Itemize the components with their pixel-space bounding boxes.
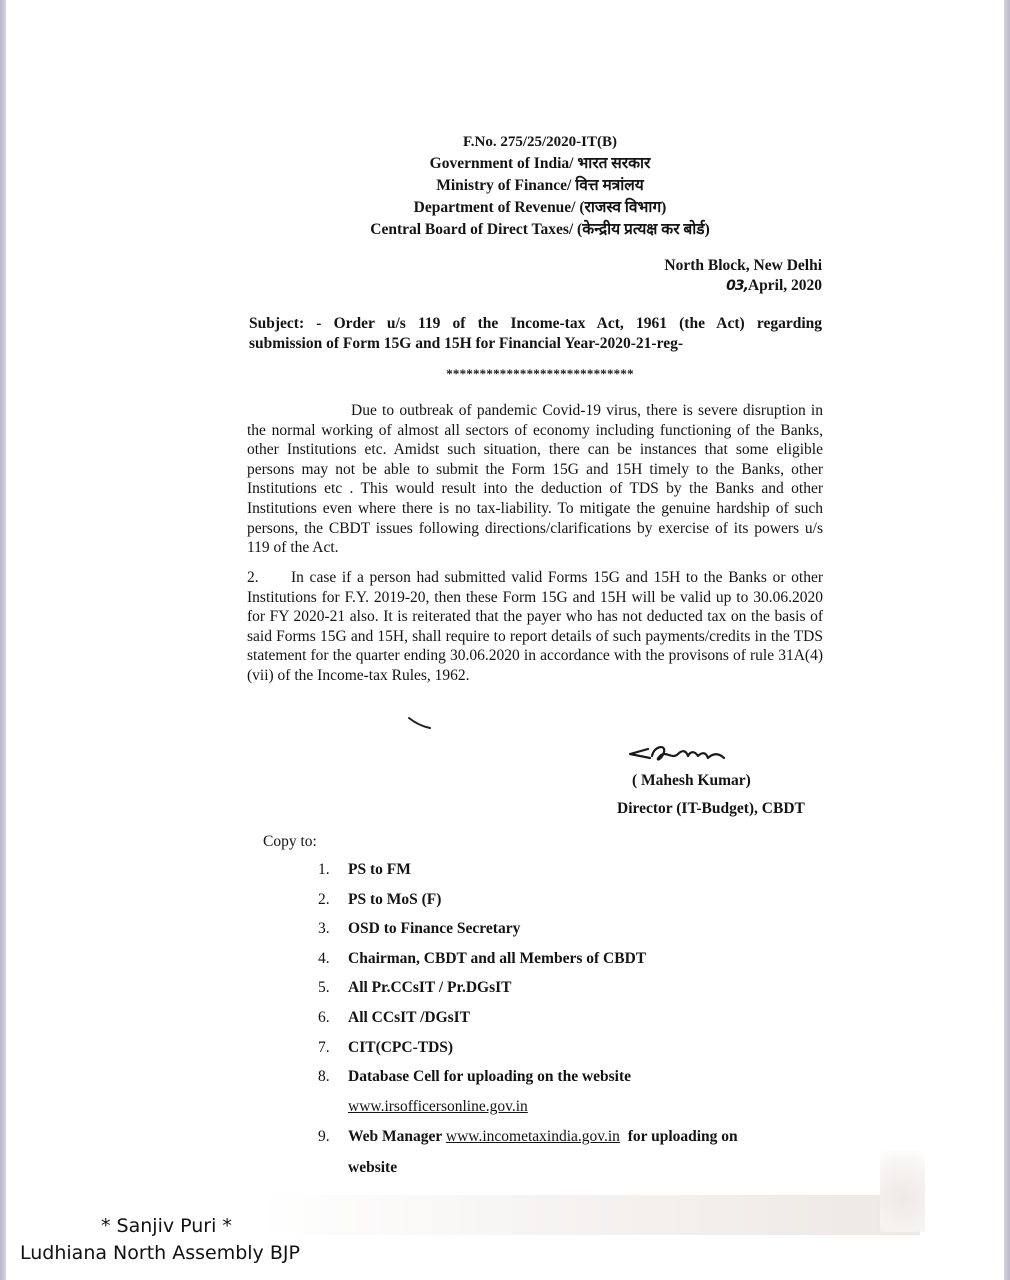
list-item [318,949,838,979]
pen-stroke-mark [408,716,432,730]
paper-shadow-corner [880,1150,925,1232]
paragraph-1: Due to outbreak of pandemic Covid-19 virus, there is severe disruption in the normal working of almost all sectors of economy including functioning of the Banks, other Institutions etc. Amidst such situation, there can be instances that some eligible persons may not be able to submit the Form 15G and 15H timely to the Banks, other Institutions etc . This would result into the deduction of TDS by the Banks and other Institutions even where there is no tax-liability. To mitigate the genuine hardship of such persons, the CBDT issues following directions/clarifications by exercise of its powers u/s 119 of the Act. [247,402,823,557]
copy-to-label: Copy to: [263,833,317,850]
item-number: 9. [318,1128,330,1146]
item-text: PS to MoS (F) [348,890,442,908]
board-line: Central Board of Direct Taxes/ (केन्द्रीय प्रत्यक्ष कर बोर्ड) [370,221,710,238]
place-and-date [560,256,822,296]
list-item [318,919,838,949]
item-number: 2. [318,890,330,908]
item-text-after: for uploading on [627,1128,738,1146]
item-text-line2: website [348,1159,398,1177]
government-line: Government of India/ भारत सरकार [429,155,651,172]
item-text: All Pr.CCsIT / Pr.DGsIT [348,979,512,997]
separator: **************************** [446,366,634,381]
item-body [348,1127,738,1187]
item-number: 6. [318,1008,330,1026]
image-caption [20,1213,300,1267]
item-text: CIT(CPC-TDS) [348,1038,454,1056]
ministry-line: Ministry of Finance/ वित्त मत्रांलय [436,177,644,194]
list-item [318,1067,838,1127]
incometaxindia-link[interactable]: www.incometaxindia.gov.in [445,1128,620,1146]
department-line: Department of Revenue/ (राजस्व विभाग) [413,199,667,216]
item-number: 1. [318,861,330,878]
subject [249,314,822,354]
item-number: 7. [318,1038,330,1056]
page-edge-left [0,0,6,1280]
list-item [318,1038,838,1068]
file-number: F.No. 275/25/2020-IT(B) [462,134,618,150]
caption-affiliation: Ludhiana North Assembly BJP [20,1242,300,1264]
subject-line-2: submission of Form 15G and 15H for Financial Year-2020-21-reg- [249,335,683,352]
item-number: 5. [318,979,330,997]
signatory-designation: Director (IT-Budget), CBDT [617,800,805,817]
signature-mark [626,738,736,768]
item-number: 4. [318,949,330,967]
list-item [318,978,838,1008]
date-month-year: April, 2020 [747,277,822,294]
item-text: Database Cell for uploading on the website [348,1068,632,1086]
copy-to-list [318,860,838,1187]
item-text-before: Web Manager [348,1128,442,1146]
location: North Block, New Delhi [664,257,822,274]
paper-shadow [260,1195,920,1235]
list-item [318,1127,838,1187]
paragraph-2 [247,568,823,686]
date [560,276,822,296]
page-edge-right [1004,0,1010,1280]
list-item [318,890,838,920]
signatory-name: ( Mahesh Kumar) [632,772,751,789]
item-body [348,1067,631,1127]
caption-name: * Sanjiv Puri * [101,1215,232,1237]
irsofficersonline-link[interactable]: www.irsofficersonline.gov.in [348,1098,528,1116]
date-day-handwritten: 03, [726,278,748,294]
item-text: OSD to Finance Secretary [348,920,521,938]
item-number: 3. [318,920,330,938]
list-item [318,1008,838,1038]
subject-line-1: Subject: - Order u/s 119 of the Income-tax Act, 1961 (the Act) regarding [249,315,822,332]
paragraph-number: 2. [247,569,259,586]
list-item [318,860,838,890]
paragraph-2-text: In case if a person had submitted valid Forms 15G and 15H to the Banks or other Institutions for F.Y. 2019-20, then these Form 15G and 15H will be valid up to 30.06.2020 for FY 2020-21 also. It is reiterated that the payer who has not deducted tax on the basis of said Forms 15G and 15H, shall require to report details of such payments/credits in the TDS statement for the quarter ending 30.06.2020 in accordance with the provisons of rule 31A(4)(vii) of the Income-tax Rules, 1962. [247,569,823,684]
item-text: Chairman, CBDT and all Members of CBDT [348,949,647,967]
item-number: 8. [318,1068,330,1086]
letterhead [330,131,750,241]
item-text: PS to FM [348,861,411,878]
item-text: All CCsIT /DGsIT [348,1008,471,1026]
